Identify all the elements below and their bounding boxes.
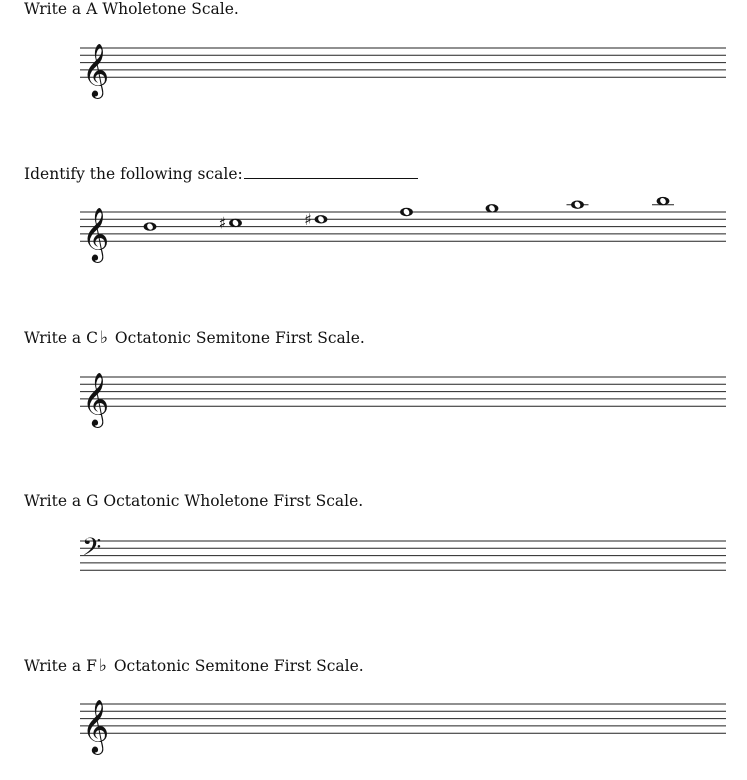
whole-note [219, 213, 242, 232]
whole-note [652, 197, 674, 205]
whole-note [486, 204, 499, 212]
treble-clef-icon: 𝄞 [82, 206, 110, 261]
staff-2[interactable] [0, 190, 747, 260]
sharp-icon: ♯ [218, 213, 227, 233]
prompt-text-rest: Octatonic Semitone First Scale. [108, 657, 364, 675]
treble-clef-icon: 𝄞 [82, 371, 110, 426]
exercise-3-prompt [24, 328, 365, 348]
answer-blank[interactable] [244, 164, 418, 179]
prompt-text: Write a G Octatonic Wholetone First Scale. [24, 492, 364, 510]
exercise-1-prompt [24, 0, 239, 18]
bass-clef-icon: 𝄢 [82, 532, 102, 568]
prompt-text: Write a A Wholetone Scale. [24, 0, 239, 18]
exercise-4-prompt [24, 492, 363, 510]
whole-note [400, 208, 413, 216]
flat-symbol: ♭ [99, 328, 108, 348]
prompt-text: Write a C [24, 329, 98, 347]
treble-clef-icon: 𝄞 [82, 698, 110, 753]
staff-1[interactable] [0, 30, 747, 100]
staff-3[interactable] [0, 358, 747, 428]
prompt-text: Identify the following scale: [24, 165, 243, 183]
prompt-text-rest: Octatonic Semitone First Scale. [110, 329, 365, 347]
prompt-text: Write a F [24, 657, 97, 675]
whole-note [304, 210, 327, 229]
flat-symbol: ♭ [98, 656, 107, 676]
sharp-icon: ♯ [304, 209, 312, 229]
exercise-5-prompt [24, 656, 364, 676]
exercise-2-prompt [24, 164, 418, 183]
staff-4[interactable] [0, 522, 747, 592]
treble-clef-icon: 𝄞 [82, 42, 110, 97]
whole-note [144, 222, 157, 230]
staff-5[interactable] [0, 686, 747, 756]
whole-note [567, 201, 589, 209]
